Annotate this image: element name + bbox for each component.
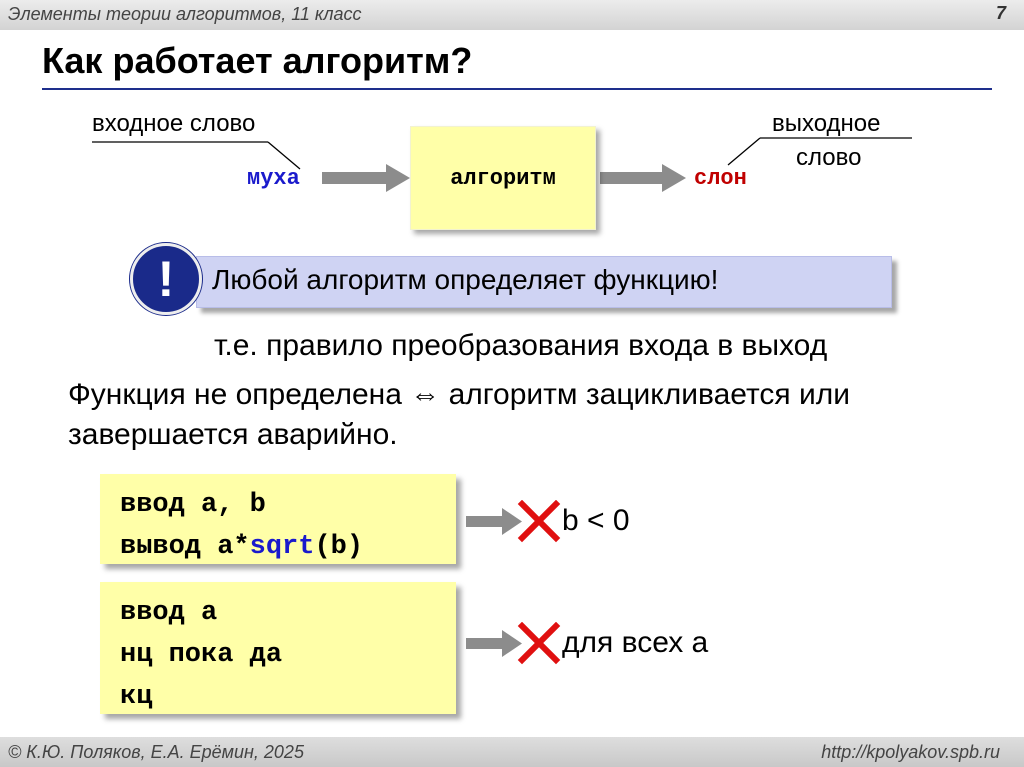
output-label-line1: выходное [772,110,881,137]
code2-line2: нц пока да [120,640,283,670]
callout-text: Любой алгоритм определяет функцию! [212,264,719,295]
output-arrow-icon [600,164,686,192]
exclamation-icon: ! [130,243,202,315]
input-word: муха [247,166,300,191]
slide-title: Как работает алгоритм? [42,40,473,81]
input-label: входное слово [92,110,256,137]
example1-arrow-icon [466,508,522,535]
code1-line1: ввод a, b [120,490,266,520]
output-label-pointer [728,138,760,165]
sqrt-function: sqrt [249,532,315,562]
example2-arrow-icon [466,630,522,657]
example2-arrow-cross [466,622,562,666]
undefined-function-text [68,375,988,455]
input-label-pointer [268,142,300,169]
undefined-part2: алгоритм зацикливается или завершается аварийно. [68,378,850,451]
code-example-1 [100,474,456,564]
input-arrow-icon [322,164,410,192]
course-title: Элементы теории алгоритмов, 11 класс [8,4,362,24]
undefined-part1: Функция не определена [68,378,402,411]
footer-url[interactable]: http://kpolyakov.spb.ru [821,742,1000,762]
footer-authors: © К.Ю. Поляков, Е.А. Ерёмин, 2025 [8,742,304,762]
code2-line3: кц [120,682,153,712]
example2-fail-condition: для всех a [562,626,709,659]
explanation-text: т.е. правило преобразования входа в выход [214,329,828,362]
output-word: слон [694,166,747,191]
code2-line1: ввод a [120,598,218,628]
code-example-2 [100,582,456,714]
algorithm-box: алгоритм [410,126,596,230]
page-number: 7 [995,3,1006,23]
example1-fail-condition: b < 0 [562,504,630,537]
example1-arrow-cross [466,500,562,544]
example1-cross-icon [522,504,556,538]
example2-cross-icon [522,626,556,660]
output-label-line2: слово [796,144,862,171]
code1-line2: вывод a*sqrt(b) [120,532,364,562]
equivalence-icon: ⇔ [410,378,441,411]
